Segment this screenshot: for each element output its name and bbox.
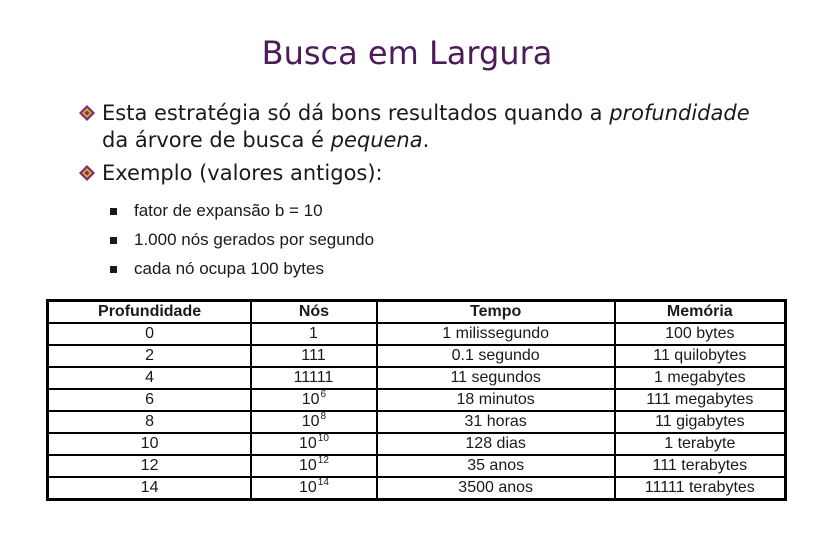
- bullet-emphasis: pequena: [330, 128, 423, 152]
- slide-title: Busca em Largura: [261, 34, 553, 72]
- square-bullet-icon: [110, 208, 117, 215]
- bullet-list: [78, 100, 778, 193]
- cell-memory: 11 gigabytes: [615, 411, 786, 433]
- cell-depth: 14: [48, 477, 252, 500]
- header-memory: Memória: [615, 301, 786, 324]
- bullet-item: [78, 160, 778, 187]
- sub-bullet-text: cada nó ocupa 100 bytes: [134, 259, 324, 278]
- cell-memory: 111 terabytes: [615, 455, 786, 477]
- bullet-text: .: [422, 128, 430, 152]
- table-row: [48, 323, 786, 345]
- cell-memory: 1 terabyte: [615, 433, 786, 455]
- cell-memory: 11111 terabytes: [615, 477, 786, 500]
- cell-nodes: 1: [251, 323, 377, 345]
- table-row: [48, 389, 786, 411]
- header-time: Tempo: [377, 301, 615, 324]
- cell-nodes: $10^8$: [251, 411, 377, 433]
- header-depth: Profundidade: [48, 301, 252, 324]
- diamond-bullet-icon: [78, 164, 96, 182]
- sub-bullet-text: fator de expansão b = 10: [134, 201, 323, 220]
- cell-memory: 100 bytes: [615, 323, 786, 345]
- sub-bullet-item: [110, 225, 374, 254]
- sub-bullet-list: [110, 196, 374, 283]
- table-row: [48, 345, 786, 367]
- table-row: [48, 411, 786, 433]
- bullet-text: da árvore de busca é: [102, 128, 331, 152]
- square-bullet-icon: [110, 237, 117, 244]
- cell-time: 1 milissegundo: [377, 323, 615, 345]
- bullet-emphasis: profundidade: [609, 101, 750, 125]
- sub-bullet-item: [110, 254, 374, 283]
- sub-bullet-item: [110, 196, 374, 225]
- cell-nodes: 111: [251, 345, 377, 367]
- cell-memory: 1 megabytes: [615, 367, 786, 389]
- cell-nodes: $10^{14}$: [251, 477, 377, 500]
- cell-nodes: $10^{10}$: [251, 433, 377, 455]
- table-row: [48, 477, 786, 500]
- cell-memory: 11 quilobytes: [615, 345, 786, 367]
- table-header-row: [48, 301, 786, 324]
- complexity-table: [46, 299, 787, 501]
- bullet-item: [78, 100, 778, 154]
- cell-time: 128 dias: [377, 433, 615, 455]
- bullet-text: Exemplo (valores antigos):: [102, 161, 383, 185]
- cell-nodes: $10^{12}$: [251, 455, 377, 477]
- square-bullet-icon: [110, 266, 117, 273]
- cell-time: 3500 anos: [377, 477, 615, 500]
- cell-time: 35 anos: [377, 455, 615, 477]
- cell-memory: 111 megabytes: [615, 389, 786, 411]
- cell-time: 0.1 segundo: [377, 345, 615, 367]
- bullet-text: Esta estratégia só dá bons resultados quando a: [102, 101, 610, 125]
- cell-depth: 2: [48, 345, 252, 367]
- cell-depth: 6: [48, 389, 252, 411]
- table-row: [48, 367, 786, 389]
- cell-time: 31 horas: [377, 411, 615, 433]
- cell-nodes: $10^6$: [251, 389, 377, 411]
- header-nodes: Nós: [251, 301, 377, 324]
- table-row: [48, 433, 786, 455]
- table-row: [48, 455, 786, 477]
- cell-time: 18 minutos: [377, 389, 615, 411]
- cell-depth: 12: [48, 455, 252, 477]
- cell-depth: 4: [48, 367, 252, 389]
- diamond-bullet-icon: [78, 104, 96, 122]
- cell-depth: 8: [48, 411, 252, 433]
- cell-depth: 10: [48, 433, 252, 455]
- cell-time: 11 segundos: [377, 367, 615, 389]
- cell-nodes: 11111: [251, 367, 377, 389]
- sub-bullet-text: 1.000 nós gerados por segundo: [134, 230, 375, 249]
- cell-depth: 0: [48, 323, 252, 345]
